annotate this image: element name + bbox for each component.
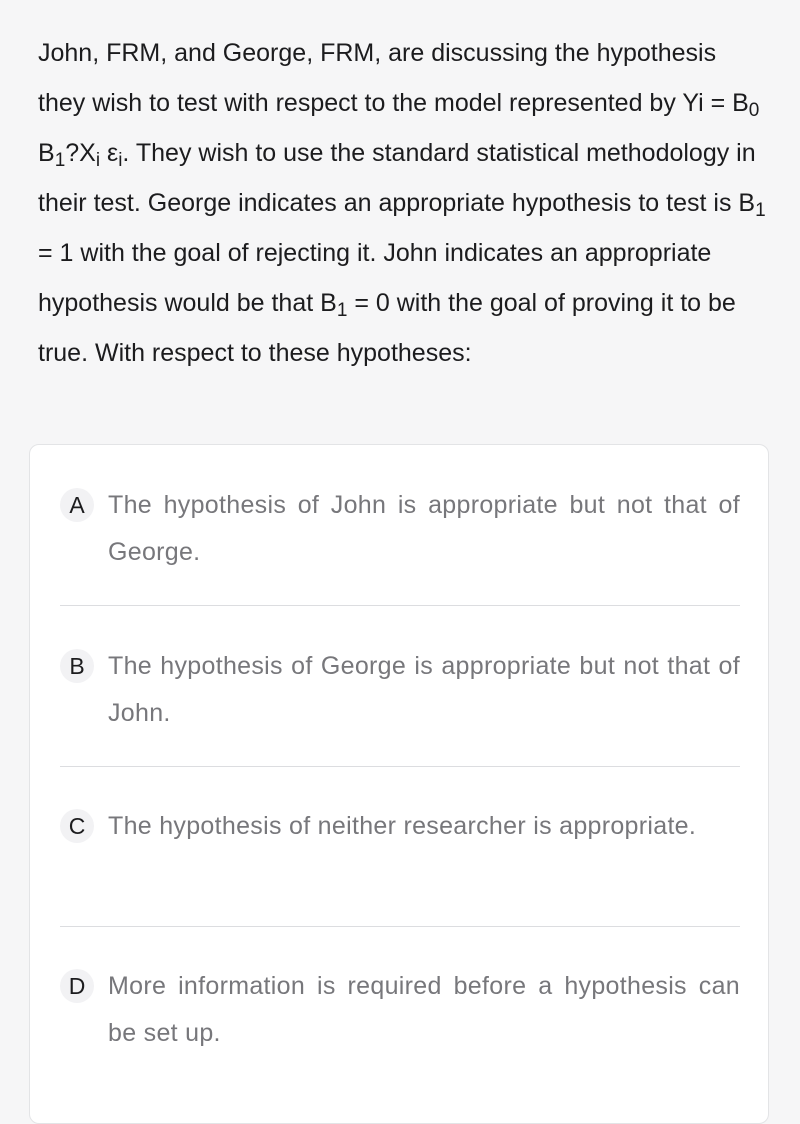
option-letter-badge: B — [60, 649, 94, 683]
question-part: ε — [100, 139, 119, 167]
option-a[interactable] — [60, 482, 740, 592]
option-letter-badge: C — [60, 809, 94, 843]
option-divider — [60, 605, 740, 606]
option-letter-badge: A — [60, 488, 94, 522]
option-divider — [60, 926, 740, 927]
answer-options-card — [29, 444, 769, 1124]
question-part: John, FRM, and George, FRM, are discussing the hypothesis they wish to test with respect to the model represented by Yi = B — [38, 39, 749, 117]
question-part: . They wish to use the standard statistical methodology in their test. George indicates an appropriate hypothesis to test is B — [38, 139, 756, 217]
question-part: B — [38, 139, 55, 167]
subscript: i — [95, 150, 101, 171]
option-text: The hypothesis of George is appropriate but not that of John. — [108, 652, 740, 727]
question-part: = 1 with the goal of rejecting it. John indicates an appropriate hypothesis would be that B — [38, 239, 712, 317]
option-c[interactable] — [60, 803, 740, 913]
subscript: 1 — [54, 150, 66, 171]
subscript: 1 — [336, 300, 348, 321]
subscript: 1 — [755, 200, 766, 221]
option-d[interactable] — [60, 963, 740, 1073]
question-part: ?X — [65, 139, 96, 167]
option-b[interactable] — [60, 643, 740, 753]
option-text: More information is required before a hypothesis can be set up. — [108, 972, 740, 1047]
question-part: = 0 with the goal of proving it to be true. With respect to these hypotheses: — [38, 289, 736, 367]
subscript: i — [118, 150, 123, 171]
option-letter-badge: D — [60, 969, 94, 1003]
option-text: The hypothesis of neither researcher is appropriate. — [108, 812, 697, 840]
subscript: 0 — [748, 100, 760, 121]
option-text: The hypothesis of John is appropriate but not that of George. — [108, 491, 740, 566]
option-divider — [60, 766, 740, 767]
question-text — [38, 28, 768, 378]
